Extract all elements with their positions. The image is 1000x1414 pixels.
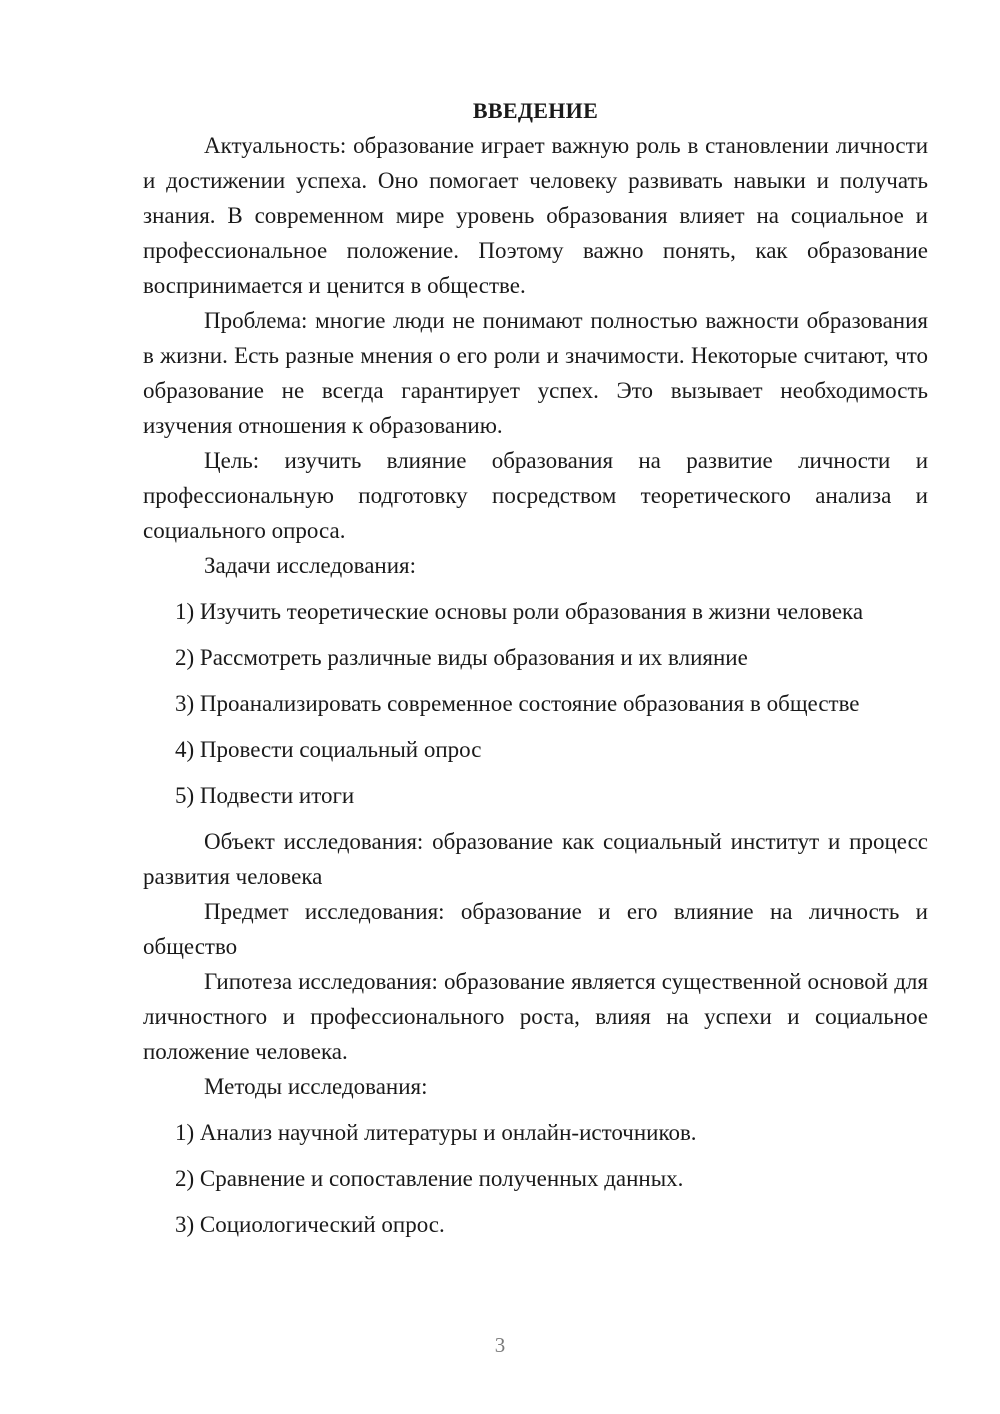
task-item: 5) Подвести итоги	[175, 783, 355, 808]
method-item: 1) Анализ научной литературы и онлайн-источников.	[175, 1120, 697, 1145]
task-item: 1) Изучить теоретические основы роли образования в жизни человека	[175, 599, 864, 624]
relevance-paragraph: Актуальность: образование играет важную роль в становлении личности и достижении успеха. Оно помогает человеку развивать навыки и получать знания. В современном мире уровень образования влияет на социальное и профессиональное положение. Поэтому важно понять, как образование воспринимается и ценится в обществе.	[143, 133, 928, 298]
page-title: ВВЕДЕНИЕ	[472, 98, 599, 123]
document-body	[143, 93, 928, 1242]
methods-heading: Методы исследования:	[204, 1074, 428, 1099]
hypothesis-paragraph: Гипотеза исследования: образование является существенной основой для личностного и профессионального роста, влияя на успехи и социальное положение человека.	[143, 969, 928, 1064]
method-item: 3) Социологический опрос.	[175, 1212, 445, 1237]
page-number: 3	[494, 1333, 506, 1357]
object-paragraph: Объект исследования: образование как социальный институт и процесс развития человека	[143, 829, 928, 889]
task-item: 4) Провести социальный опрос	[175, 737, 482, 762]
problem-paragraph: Проблема: многие люди не понимают полностью важности образования в жизни. Есть разные мнения о его роли и значимости. Некоторые считают, что образование не всегда гарантирует успех. Это вызывает необходимость изучения отношения к образованию.	[143, 308, 928, 438]
subject-paragraph: Предмет исследования: образование и его влияние на личность и общество	[143, 899, 928, 959]
tasks-heading: Задачи исследования:	[204, 553, 417, 578]
task-item: 3) Проанализировать современное состояние образования в обществе	[175, 691, 860, 716]
task-item: 2) Рассмотреть различные виды образования и их влияние	[175, 645, 748, 670]
method-item: 2) Сравнение и сопоставление полученных данных.	[175, 1166, 684, 1191]
goal-paragraph: Цель: изучить влияние образования на развитие личности и профессиональную подготовку посредством теоретического анализа и социального опроса.	[143, 448, 928, 543]
